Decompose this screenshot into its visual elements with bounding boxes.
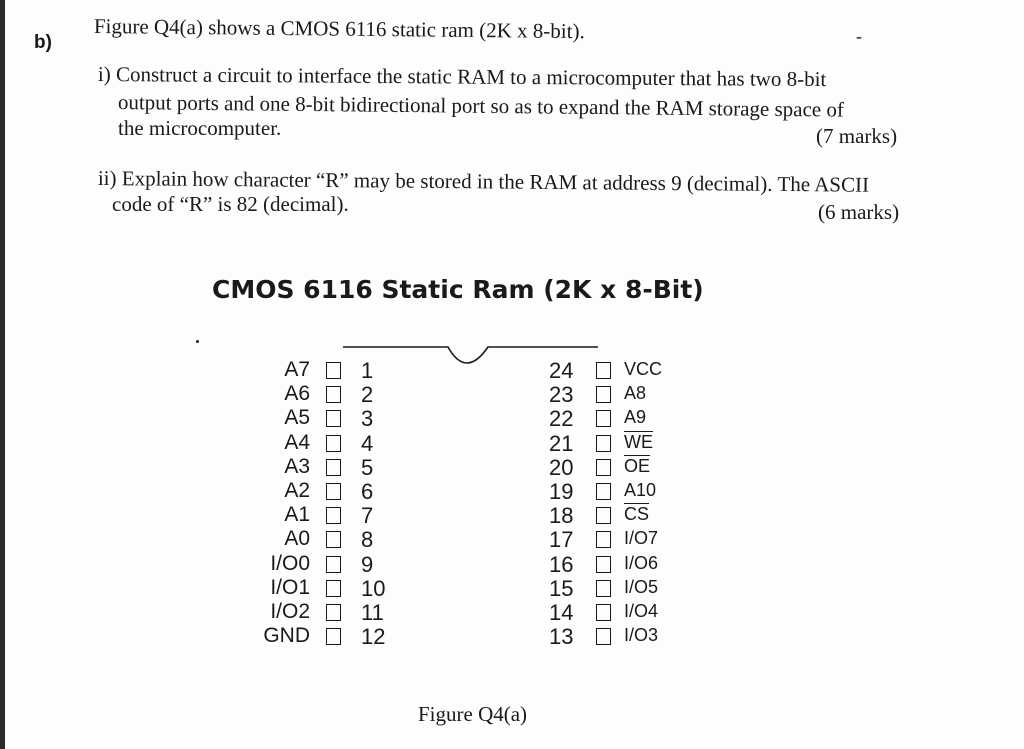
right-pin-name: VCC xyxy=(624,359,663,379)
left-pin-name: A6 xyxy=(284,382,310,406)
left-pin-name: A5 xyxy=(284,406,310,430)
left-pin-name: A4 xyxy=(284,430,310,454)
right-pin-box xyxy=(596,362,611,379)
right-pin-number: 21 xyxy=(549,430,574,456)
left-pin-name: A2 xyxy=(284,479,310,502)
right-pin-row xyxy=(0,406,1024,432)
right-pin-row xyxy=(0,430,1024,456)
right-pin-box xyxy=(596,628,611,645)
stray-dot xyxy=(196,340,199,343)
right-pin-name: $\overline{OE}$ xyxy=(624,455,651,476)
right-pin-number: 18 xyxy=(549,503,574,529)
figure-title: CMOS 6116 Static Ram (2K x 8-Bit) xyxy=(212,275,704,304)
left-pin-number: 1 xyxy=(361,358,374,383)
part-label: b) xyxy=(34,32,52,53)
right-pin-name: A9 xyxy=(624,407,647,428)
right-pin-number: 20 xyxy=(549,454,574,480)
question-i-line-1: i) Construct a circuit to interface the static RAM to a microcomputer that has two 8-bit xyxy=(97,62,827,92)
right-pin-row xyxy=(0,382,1024,408)
right-pin-row xyxy=(0,527,1024,553)
left-pin-number: 4 xyxy=(361,430,374,456)
right-pin-row xyxy=(0,479,1024,504)
question-ii-line-2: code of “R” is 82 (decimal). xyxy=(112,192,349,216)
right-pin-number: 16 xyxy=(549,551,574,577)
right-pin-box xyxy=(596,459,611,476)
right-pin-name: I/O7 xyxy=(624,528,659,549)
right-pin-name: $\overline{WE}$ xyxy=(624,431,653,452)
right-pin-name: A8 xyxy=(624,383,647,404)
question-ii-marks: (6 marks) xyxy=(818,200,900,224)
right-pin-number: 24 xyxy=(549,358,574,383)
right-pin-number: 17 xyxy=(549,527,574,553)
left-pin-name: I/O0 xyxy=(270,551,310,575)
right-pin-number: 19 xyxy=(549,479,574,504)
question-intro: Figure Q4(a) shows a CMOS 6116 static ram (2K x 8-bit). xyxy=(93,14,585,44)
left-pin-name: I/O1 xyxy=(270,575,310,599)
right-pin-name: I/O4 xyxy=(624,601,659,621)
left-pin-number: 2 xyxy=(361,382,374,408)
right-pin-box xyxy=(596,507,611,524)
stray-mark: - xyxy=(856,26,862,46)
right-pin-name: A10 xyxy=(624,480,657,500)
left-pin-number: 8 xyxy=(361,527,374,553)
right-pin-row xyxy=(0,575,1024,601)
right-pin-box xyxy=(596,410,611,427)
right-pin-number: 14 xyxy=(549,600,574,625)
right-pin-box xyxy=(596,435,611,452)
right-pin-box xyxy=(596,531,611,548)
right-pin-row xyxy=(0,624,1024,650)
right-pin-box xyxy=(596,580,611,597)
left-pin-name: A3 xyxy=(284,454,310,478)
left-pin-number: 11 xyxy=(361,600,384,625)
right-pin-row xyxy=(0,551,1024,577)
left-pin-name: I/O2 xyxy=(270,600,310,623)
question-ii-line-1: ii) Explain how character “R” may be stored in the RAM at address 9 (decimal). The ASCII xyxy=(97,166,870,197)
left-pin-name: A7 xyxy=(284,358,310,381)
right-pin-box xyxy=(596,386,611,403)
left-pin-name: A0 xyxy=(284,527,310,551)
right-pin-number: 22 xyxy=(549,406,574,432)
right-pin-name: $\overline{CS}$ xyxy=(624,504,650,525)
left-pin-number: 10 xyxy=(361,575,386,601)
left-pin-number: 3 xyxy=(361,406,374,432)
right-pin-row xyxy=(0,503,1024,529)
right-pin-number: 13 xyxy=(549,624,574,650)
right-pin-name: I/O6 xyxy=(624,552,659,573)
right-pin-name: I/O5 xyxy=(624,576,659,597)
question-i-line-2: output ports and one 8-bit bidirectional port so as to expand the RAM storage space of xyxy=(117,90,845,122)
left-pin-number: 5 xyxy=(361,454,374,480)
left-pin-number: 7 xyxy=(361,503,374,529)
right-pin-name: I/O3 xyxy=(624,625,659,646)
right-pin-number: 23 xyxy=(549,382,574,408)
left-pin-name: GND xyxy=(263,624,310,648)
figure-caption: Figure Q4(a) xyxy=(418,702,528,726)
right-pin-box xyxy=(596,604,611,621)
left-pin-name: A1 xyxy=(284,503,310,527)
right-pin-box xyxy=(596,483,611,500)
question-i-line-3: the microcomputer. xyxy=(118,116,282,140)
right-pin-row xyxy=(0,454,1024,480)
question-i-marks: (7 marks) xyxy=(816,124,898,148)
left-pin-number: 9 xyxy=(361,551,374,577)
right-pin-row xyxy=(0,600,1024,625)
right-pin-row xyxy=(0,358,1024,383)
left-pin-number: 6 xyxy=(361,479,374,504)
right-pin-number: 15 xyxy=(549,575,574,601)
right-pin-box xyxy=(596,556,611,573)
left-pin-number: 12 xyxy=(361,624,386,650)
